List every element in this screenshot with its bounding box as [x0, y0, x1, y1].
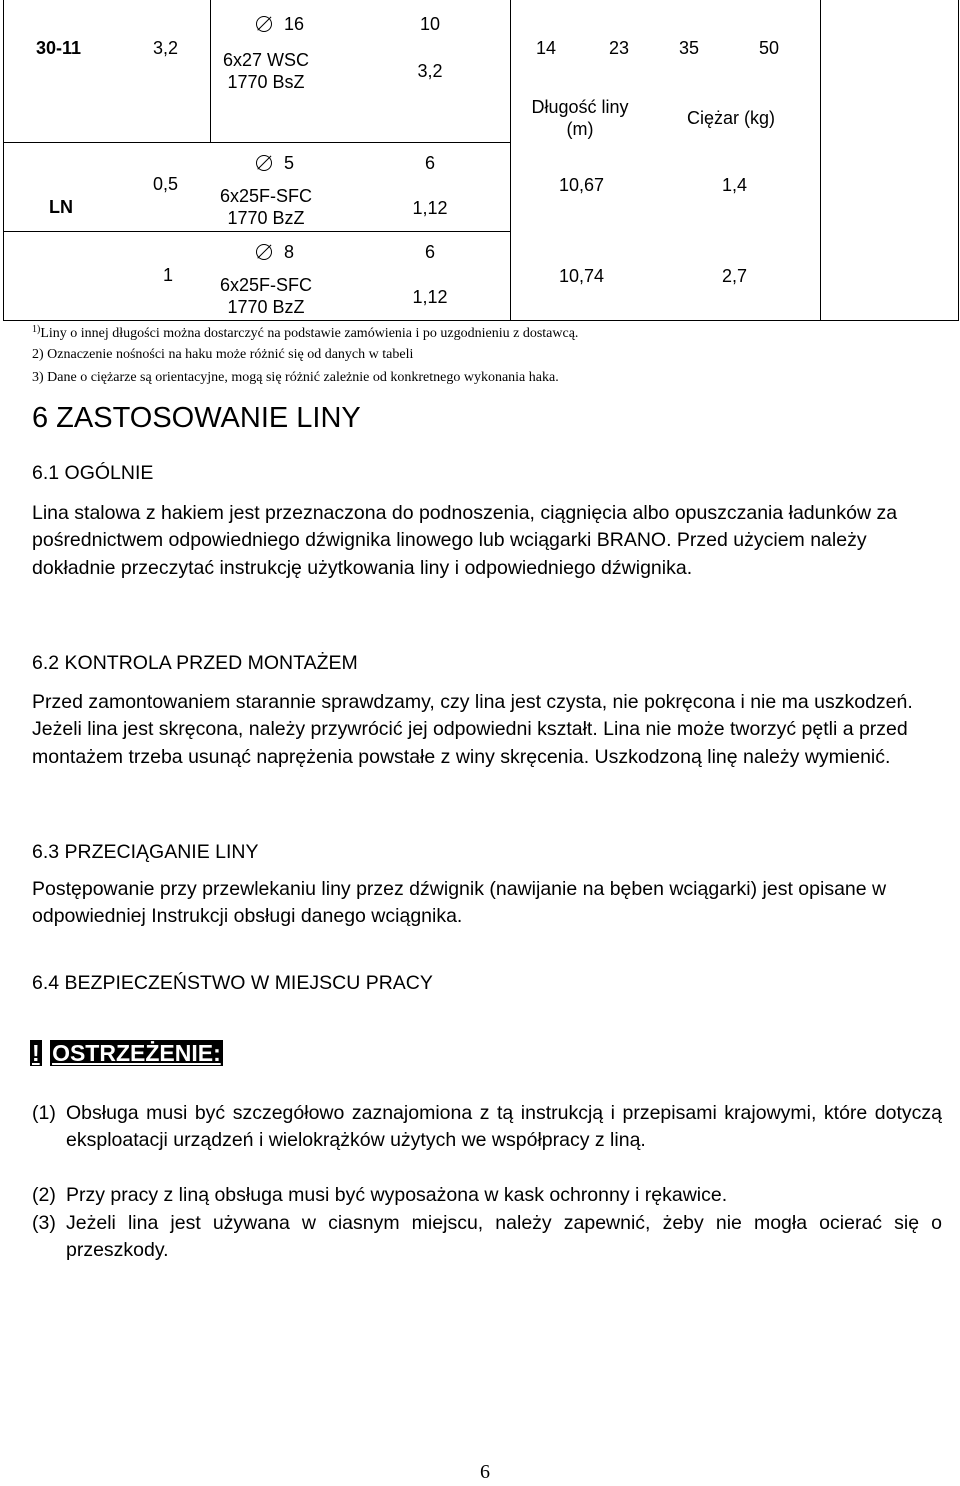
list-item-number: (2): [32, 1184, 56, 1206]
row1-val-bottom: 3,2: [417, 61, 443, 81]
row3-val-top: 6: [424, 242, 435, 262]
warning-mark: !: [32, 1040, 40, 1066]
length-header-line2: (m): [566, 119, 594, 139]
spec-table: [0, 0, 960, 323]
row2-val-top: 6: [424, 153, 435, 173]
row3-rope-line2: 1770 BzZ: [227, 297, 305, 317]
row2-type: LN: [49, 197, 73, 217]
list-item-number: (1): [32, 1102, 56, 1124]
row3-length: 10,74: [559, 266, 605, 286]
row3-capacity: 1: [163, 265, 174, 285]
footnote-2: 2) Oznaczenie nośności na haku może różnić się od danych w tabeli: [32, 347, 414, 362]
row1-type: 30-11: [36, 38, 82, 58]
row2-rope-line2: 1770 BzZ: [227, 208, 305, 228]
warning-text: OSTRZEŻENIE:: [52, 1040, 221, 1066]
row3-diameter-cell: [256, 241, 294, 263]
row1-length-2: 23: [609, 38, 630, 58]
row1-rope-line1: 6x27 WSC: [222, 50, 310, 70]
page-number: 6: [480, 1461, 490, 1483]
list-item: [32, 1210, 942, 1265]
row1-length-4: 50: [759, 38, 780, 58]
row3-weight: 2,7: [722, 266, 748, 286]
row1-capacity: 3,2: [153, 38, 179, 58]
section-6-3-text: Postępowanie przy przewlekaniu liny przez dźwignik (nawijanie na bęben wciągarki) jest opisane w odpowiedniej Instrukcji obsługi danego wciągnika.: [32, 878, 887, 928]
row1-rope-line2: 1770 BsZ: [227, 72, 305, 92]
row2-val-bottom: 1,12: [412, 198, 448, 218]
list-item-text: Przy pracy z liną obsługa musi być wyposażona w kask ochronny i rękawice.: [66, 1184, 728, 1206]
row1-diameter: 16: [284, 14, 305, 34]
row2-capacity: 0,5: [153, 174, 179, 194]
footnote-1-mark: 1): [32, 324, 41, 335]
row3-rope-line1: 6x25F-SFC: [219, 275, 313, 295]
row2-rope-line1: 6x25F-SFC: [219, 186, 313, 206]
row3-diameter: 8: [284, 242, 295, 262]
row2-diameter: 5: [284, 153, 295, 173]
section-title: 6 ZASTOSOWANIE LINY: [32, 402, 361, 434]
list-item: [32, 1182, 942, 1209]
diameter-icon: [256, 16, 272, 32]
length-header-line1: Długość liny: [531, 97, 629, 117]
section-6-3-title: 6.3 PRZECIĄGANIE LINY: [32, 841, 259, 863]
footnote-1: [32, 325, 578, 343]
warning-label: [30, 1039, 223, 1067]
row2-diameter-cell: [256, 152, 294, 174]
diameter-icon: [256, 244, 272, 260]
row1-length-3: 35: [679, 38, 700, 58]
section-6-4-title: 6.4 BEZPIECZEŃSTWO W MIEJSCU PRACY: [32, 972, 433, 994]
footnote-1-text: Liny o innej długości można dostarczyć na podstawie zamówienia i po uzgodnieniu z dostawcą.: [40, 326, 579, 341]
list-item-text: Obsługa musi być szczegółowo zaznajomiona z tą instrukcją i przepisami krajowymi, które dotyczą eksploatacji urządzeń i wielokrążków użytych we współpracy z liną.: [66, 1102, 942, 1152]
row1-val-top: 10: [419, 14, 441, 34]
row1-diameter-cell: [256, 13, 304, 35]
section-6-2-text: Przed zamontowaniem starannie sprawdzamy, czy lina jest czysta, nie pokręcona i nie ma uszkodzeń. Jeżeli lina jest skręcona, należy przywrócić jej odpowiedni kształt. Lina nie może tworzyć pętli a przed montażem trzeba usunąć naprężenia powstałe z winy skręcenia. Uszkodzoną linę należy wymienić.: [32, 691, 913, 768]
row2-weight: 1,4: [722, 175, 748, 195]
section-6-1-title: 6.1 OGÓLNIE: [32, 462, 154, 484]
section-6-2-title: 6.2 KONTROLA PRZED MONTAŻEM: [32, 652, 358, 674]
list-item-text: Jeżeli lina jest używana w ciasnym miejscu, należy zapewnić, żeby nie mogła ocierać się o przeszkody.: [66, 1212, 942, 1262]
section-6-1-text: Lina stalowa z hakiem jest przeznaczona do podnoszenia, ciągnięcia albo opuszczania ładunków za pośrednictwem odpowiedniego dźwignika linowego lub wciągarki BRANO. Przed użyciem należy dokładnie przeczytać instrukcję użytkowania liny i odpowiedniego dźwignika.: [32, 502, 898, 579]
row3-val-bottom: 1,12: [412, 287, 448, 307]
row2-length: 10,67: [559, 175, 605, 195]
weight-header: Ciężar (kg): [687, 108, 776, 128]
list-item-number: (3): [32, 1212, 56, 1234]
diameter-icon: [256, 155, 272, 171]
footnote-3: 3) Dane o ciężarze są orientacyjne, mogą się różnić zależnie od konkretnego wykonania haka.: [32, 370, 559, 385]
row1-length-1: 14: [536, 38, 557, 58]
list-item: [32, 1100, 942, 1155]
